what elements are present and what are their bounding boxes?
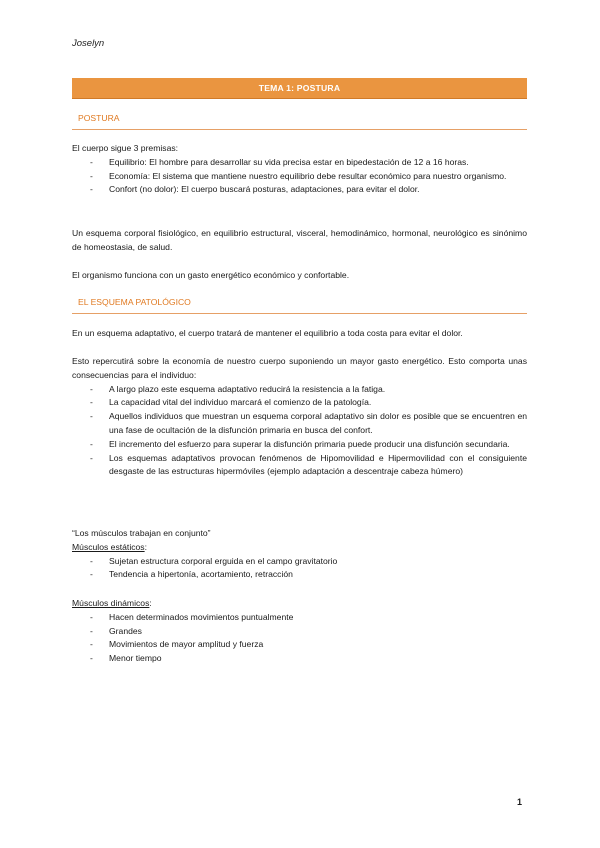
list-item: - El incremento del esfuerzo para superar la disfunción primaria puede producir una disfunción secundaria. bbox=[72, 438, 527, 452]
premisas-list bbox=[72, 156, 527, 197]
section-divider bbox=[72, 129, 527, 130]
consecuencias-list bbox=[72, 383, 527, 480]
list-item: - Grandes bbox=[72, 625, 527, 639]
author-name: Joselyn bbox=[72, 38, 105, 49]
quote: “Los músculos trabajan en conjunto” bbox=[72, 528, 211, 538]
section-title: POSTURA bbox=[78, 113, 120, 123]
paragraph: El organismo funciona con un gasto energético económico y confortable. bbox=[72, 270, 350, 280]
list-item: - Equilibrio: El hombre para desarrollar su vida precisa estar en bipedestación de 12 a 16 horas. bbox=[72, 156, 527, 170]
consecuencias-block bbox=[72, 355, 527, 479]
premisas-block bbox=[72, 142, 527, 197]
list-item: - La capacidad vital del individuo marcará el comienzo de la patología. bbox=[72, 396, 527, 410]
chapter-banner bbox=[72, 78, 527, 99]
subheading-estaticos: Músculos estáticos bbox=[72, 541, 145, 552]
list-item: - Movimientos de mayor amplitud y fuerza bbox=[72, 638, 527, 652]
list-item: - Hacen determinados movimientos puntualmente bbox=[72, 611, 527, 625]
paragraph: Esto repercutirá sobre la economía de nuestro cuerpo suponiendo un mayor gasto energético. Esto comporta unas consecuencias para el individuo: bbox=[72, 356, 527, 380]
paragraph-block bbox=[72, 227, 527, 255]
estaticos-list bbox=[72, 555, 527, 583]
paragraph: Un esquema corporal fisiológico, en equilibrio estructural, visceral, hemodinámico, hormonal, neurológico es sinónimo de homeostasia, de salud. bbox=[72, 228, 527, 252]
musculos-dinamicos-block: Músculos dinámicos: - Hacen determinados movimientos puntualmente - Grandes - Movimientos de mayor amplitud y fuerza - Menor tiempo bbox=[72, 597, 527, 666]
paragraph-block bbox=[72, 327, 527, 341]
dinamicos-list bbox=[72, 611, 527, 666]
chapter-title: TEMA 1: POSTURA bbox=[258, 83, 341, 93]
list-item: - Economía: El sistema que mantiene nuestro equilibrio debe resultar económico para nuestro organismo. bbox=[72, 170, 527, 184]
paragraph: En un esquema adaptativo, el cuerpo tratará de mantener el equilibrio a toda costa para evitar el dolor. bbox=[72, 328, 463, 338]
list-item: - Aquellos individuos que muestran un esquema corporal adaptativo sin dolor es posible que se encuentren en una fase de ocultación de la disfunción primaria en busca del confort. bbox=[72, 410, 527, 438]
section-heading-postura bbox=[72, 113, 527, 123]
list-item: - Menor tiempo bbox=[72, 652, 527, 666]
list-item: - Confort (no dolor): El cuerpo buscará posturas, adaptaciones, para evitar el dolor. bbox=[72, 183, 527, 197]
subheading-dinamicos: Músculos dinámicos bbox=[72, 598, 150, 608]
list-item: - Sujetan estructura corporal erguida en el campo gravitatorio bbox=[72, 555, 527, 569]
section-heading-esquema-patologico bbox=[72, 297, 527, 307]
section-divider bbox=[72, 313, 527, 314]
premisas-intro: El cuerpo sigue 3 premisas: bbox=[72, 143, 179, 153]
section-title: EL ESQUEMA PATOLÓGICO bbox=[78, 297, 191, 307]
paragraph-block bbox=[72, 269, 527, 283]
list-item: - A largo plazo este esquema adaptativo reducirá la resistencia a la fatiga. bbox=[72, 383, 527, 397]
musculos-estaticos-block: “Los músculos trabajan en conjunto” Músculos estáticos: - Sujetan estructura corporal erguida en el campo gravitatorio - Tendencia a hipertonía, acortamiento, retracción bbox=[72, 527, 527, 582]
page-number: 1 bbox=[517, 797, 523, 807]
list-item: - Tendencia a hipertonía, acortamiento, retracción bbox=[72, 568, 527, 582]
list-item: - Los esquemas adaptativos provocan fenómenos de Hipomovilidad e Hipermovilidad con el consiguiente desgaste de las estructuras hipermóviles (ejemplo adaptación a descentraje cabeza húmero) bbox=[72, 452, 527, 480]
